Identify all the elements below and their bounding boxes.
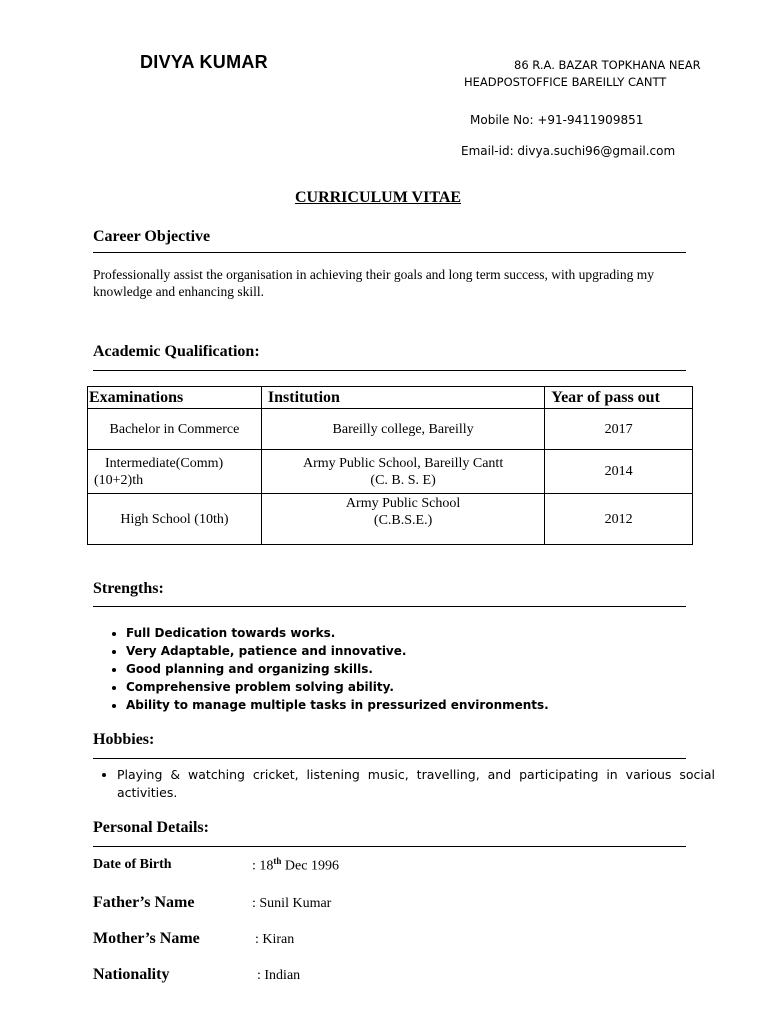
dob-label: Date of Birth — [93, 857, 172, 872]
hobbies-heading: Hobbies: — [93, 731, 155, 748]
mobile-number: Mobile No: +91-9411909851 — [470, 113, 644, 127]
exam-name: High School (10th) — [120, 511, 229, 527]
academic-heading: Academic Qualification: — [93, 343, 260, 360]
candidate-name: DIVYA KUMAR — [140, 52, 268, 72]
hobbies-list — [93, 766, 715, 802]
section-divider — [93, 758, 686, 759]
dob-month-year: Dec 1996 — [281, 858, 339, 874]
column-header: Year of pass out — [545, 387, 693, 409]
section-divider — [93, 606, 686, 607]
career-objective-text: Professionally assist the organisation in achieving their goals and long term success, with upgrading my knowledge and enhancing skill. — [93, 267, 655, 299]
dob-day: : 18 — [252, 858, 274, 874]
section-divider — [93, 370, 686, 371]
list-item: • Very Adaptable, patience and innovative. — [126, 642, 549, 660]
address-line-1: 86 R.A. BAZAR TOPKHANA NEAR — [514, 58, 701, 72]
section-divider — [93, 846, 686, 847]
email-address: Email-id: divya.suchi96@gmail.com — [461, 144, 676, 158]
strengths-heading: Strengths: — [93, 580, 164, 597]
father-name-label: Father’s Name — [93, 894, 195, 911]
dob-ordinal: th — [273, 856, 282, 866]
institution-cell — [261, 450, 544, 494]
institution-name: Army Public School, Bareilly Cantt — [302, 455, 504, 471]
institution-name: Army Public School — [345, 496, 461, 511]
column-header: Institution — [261, 387, 544, 409]
institution-board: (C. B. S. E) — [370, 472, 436, 488]
exam-cell — [88, 494, 262, 545]
table-header-row — [88, 387, 693, 409]
table-row — [88, 409, 693, 450]
exam-name-cont: (10+2)th — [94, 472, 144, 488]
strengths-list — [93, 624, 549, 714]
section-divider — [93, 252, 686, 253]
dob-value — [252, 856, 339, 875]
exam-name: Intermediate(Comm) — [105, 455, 224, 471]
address-line-2: HEADPOSTOFFICE BAREILLY CANTT — [464, 75, 667, 89]
mother-name-value: : Kiran — [255, 932, 295, 947]
list-item: • Full Dedication towards works. — [126, 624, 549, 642]
list-item: • Playing & watching cricket, listening music, travelling, and participating in various social activities. — [117, 766, 715, 802]
year-cell: 2014 — [545, 450, 693, 494]
table-row — [88, 494, 693, 545]
exam-cell — [88, 409, 262, 450]
qualification-table — [87, 386, 693, 545]
list-item: • Ability to manage multiple tasks in pressurized environments. — [126, 696, 549, 714]
list-item: • Comprehensive problem solving ability. — [126, 678, 549, 696]
list-item: • Good planning and organizing skills. — [126, 660, 549, 678]
institution-name: Bareilly college, Bareilly — [332, 421, 474, 437]
institution-board: (C.B.S.E.) — [373, 513, 433, 528]
institution-cell — [261, 409, 544, 450]
career-objective-heading: Career Objective — [93, 228, 211, 245]
year-cell: 2017 — [545, 409, 693, 450]
father-name-value: : Sunil Kumar — [252, 896, 332, 911]
document-title: CURRICULUM VITAE — [294, 189, 462, 206]
personal-details-heading: Personal Details: — [93, 819, 209, 836]
exam-cell — [88, 450, 262, 494]
nationality-label: Nationality — [93, 966, 170, 983]
mother-name-label: Mother’s Name — [93, 930, 200, 947]
exam-name: Bachelor in Commerce — [109, 421, 240, 437]
year-cell: 2012 — [545, 494, 693, 545]
nationality-value: : Indian — [257, 968, 301, 983]
institution-cell — [261, 494, 544, 545]
table-row — [88, 450, 693, 494]
column-header: Examinations — [88, 387, 262, 409]
